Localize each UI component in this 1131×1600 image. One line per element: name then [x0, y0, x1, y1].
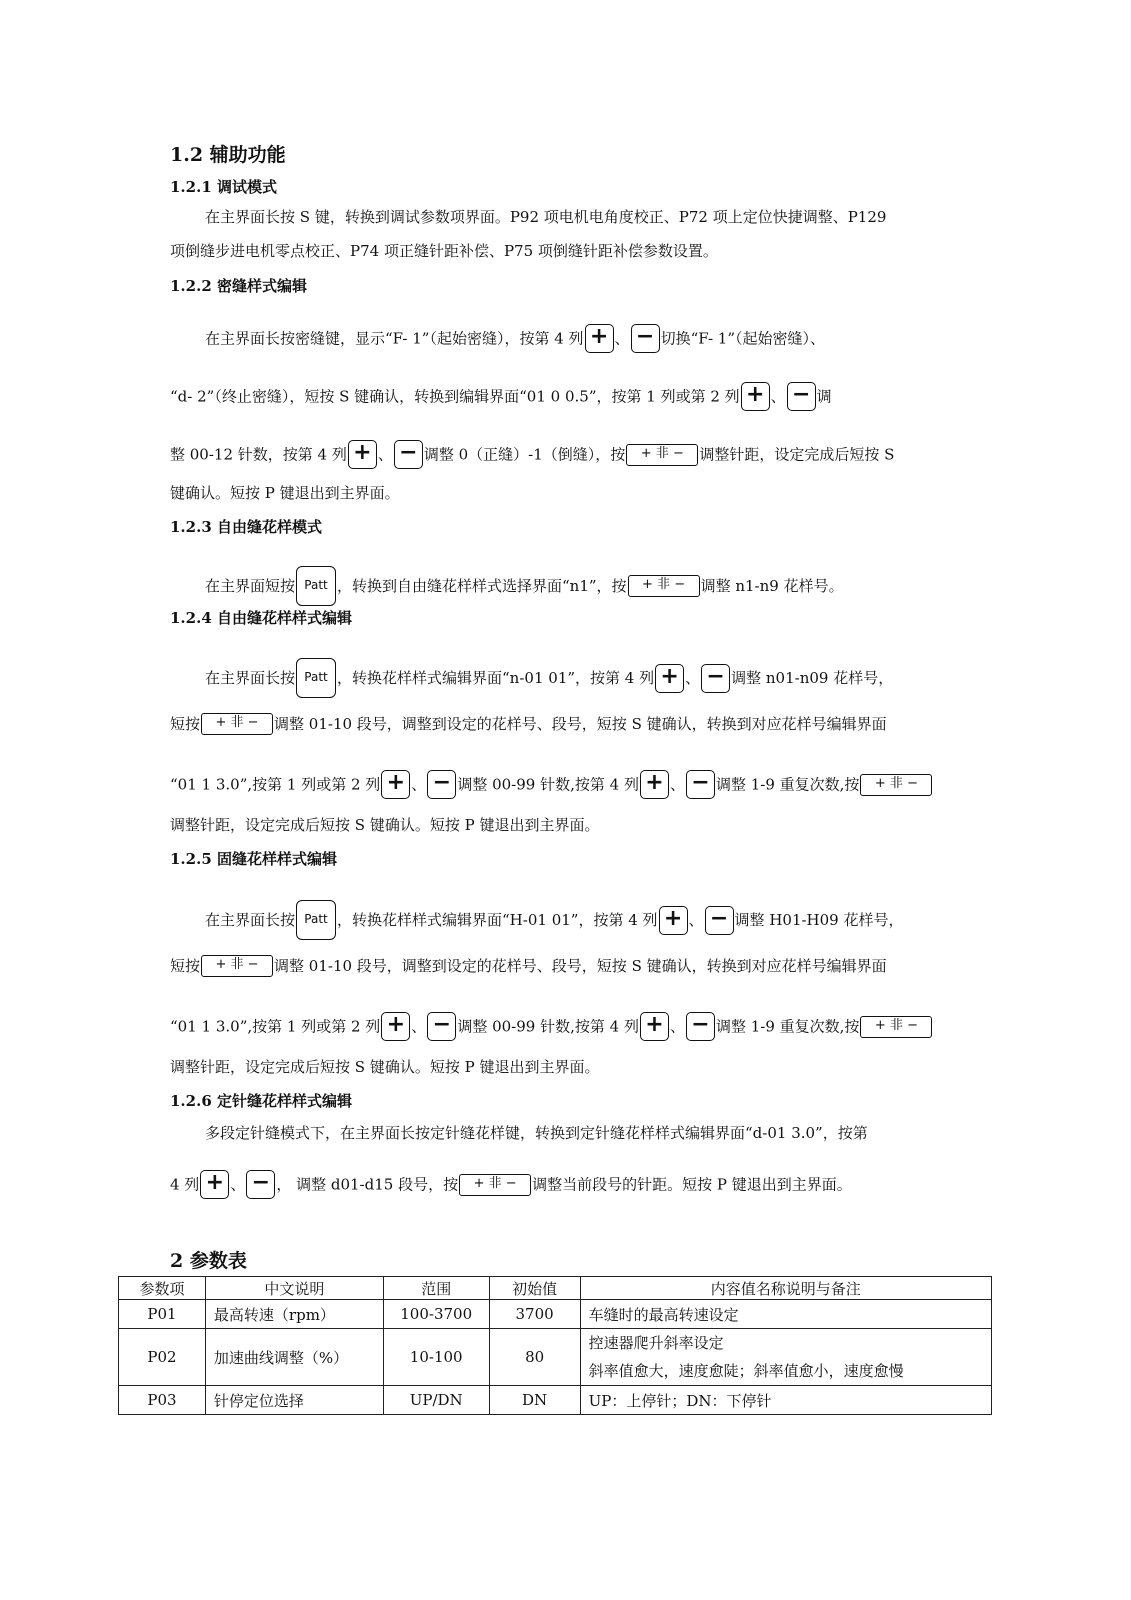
param-note: 车缝时的最高转速设定 — [580, 1300, 991, 1329]
text-segment: 在主界面长按密缝键，显示“F- 1”（起始密缝），按第 4 列 — [205, 329, 584, 348]
paragraph-line: 多段定针缝模式下，在主界面长按定针缝花样键，转换到定针缝花样样式编辑界面“d-01 3.0”，按第 — [205, 1124, 868, 1142]
text-segment: ，转换到自由缝花样样式选择界面“n1”，按 — [337, 577, 627, 595]
paragraph-line — [170, 1170, 960, 1199]
adjust-key-icon: + 非 − — [201, 713, 273, 735]
text-segment: ，转换花样样式编辑界面“H-01 01”，按第 4 列 — [337, 911, 658, 929]
text-segment: 调整当前段号的针距。短按 P 键退出到主界面。 — [532, 1175, 852, 1194]
adjust-key-icon: + 非 − — [626, 444, 698, 466]
minus-key-icon: − — [686, 770, 715, 799]
minus-key-icon: − — [394, 440, 423, 469]
separator: 、 — [411, 1017, 427, 1036]
patt-key-icon: Patt — [296, 900, 336, 940]
param-range: 100-3700 — [383, 1300, 489, 1329]
subsection-heading: 1.2.5 固缝花样样式编辑 — [170, 850, 337, 868]
separator: 、 — [377, 445, 393, 464]
paragraph-line — [205, 566, 995, 606]
param-id: P02 — [119, 1329, 206, 1386]
param-init: 80 — [489, 1329, 580, 1386]
text-segment: 调整 00-99 针数,按第 4 列 — [457, 775, 639, 794]
table-row — [119, 1300, 992, 1329]
paragraph-line — [170, 770, 960, 799]
param-desc: 针停定位选择 — [205, 1386, 383, 1415]
plus-key-icon: + — [640, 770, 669, 799]
param-note: UP：上停针；DN：下停针 — [580, 1386, 991, 1415]
separator: 、 — [614, 329, 630, 348]
text-segment: 调整 n01-n09 花样号， — [731, 669, 894, 687]
table-header-cell: 范围 — [383, 1277, 489, 1300]
paragraph-line: 在主界面长按 S 键，转换到调试参数项界面。P92 项电机电角度校正、P72 项上定位快捷调整、P129 — [205, 208, 887, 226]
paragraph-line — [170, 382, 960, 411]
text-segment: “d- 2”（终止密缝），短按 S 键确认，转换到编辑界面“01 0 0.5”，按第 1 列或第 2 列 — [170, 387, 740, 406]
table-header-cell: 中文说明 — [205, 1277, 383, 1300]
text-segment: 调整 H01-H09 花样号， — [734, 911, 904, 929]
param-note: 控速器爬升斜率设定 — [588, 1334, 724, 1352]
separator: 、 — [669, 1017, 685, 1036]
text-segment: 在主界面长按 — [205, 669, 296, 687]
adjust-key-icon: + 非 − — [628, 575, 700, 597]
param-init: 3700 — [489, 1300, 580, 1329]
text-segment: 切换“F- 1”（起始密缝）、 — [660, 329, 826, 348]
param-init: DN — [489, 1386, 580, 1415]
param-desc: 加速曲线调整（%） — [205, 1329, 383, 1386]
separator: 、 — [688, 911, 704, 929]
separator: 、 — [669, 775, 685, 794]
plus-key-icon: + — [640, 1012, 669, 1041]
paragraph-line: 调整针距，设定完成后短按 S 键确认。短按 P 键退出到主界面。 — [170, 816, 600, 834]
paragraph-line: 键确认。短按 P 键退出到主界面。 — [170, 484, 400, 502]
section-heading: 2 参数表 — [170, 1250, 247, 1272]
subsection-heading: 1.2.6 定针缝花样样式编辑 — [170, 1092, 352, 1110]
table-header-cell: 参数项 — [119, 1277, 206, 1300]
text-segment: 调整 01-10 段号，调整到设定的花样号、段号，短按 S 键确认，转换到对应花样号编辑界面 — [274, 715, 887, 733]
text-segment: 调整 n1-n9 花样号。 — [700, 577, 844, 595]
adjust-key-icon: + 非 − — [860, 1016, 932, 1038]
text-segment: “01 1 3.0”,按第 1 列或第 2 列 — [170, 775, 381, 794]
plus-key-icon: + — [585, 324, 614, 353]
text-segment: 调整 0（正缝）-1（倒缝），按 — [423, 445, 626, 464]
paragraph-line — [205, 658, 995, 698]
minus-key-icon: − — [787, 382, 816, 411]
plus-key-icon: + — [741, 382, 770, 411]
plus-key-icon: + — [200, 1170, 229, 1199]
plus-key-icon: + — [659, 906, 688, 935]
subsection-heading: 1.2.1 调试模式 — [170, 178, 277, 196]
text-segment: 调整 1-9 重复次数,按 — [715, 775, 860, 794]
text-segment: 整 00-12 针数，按第 4 列 — [170, 445, 347, 464]
param-note-cell — [580, 1329, 991, 1386]
separator: 、 — [770, 387, 786, 406]
separator: 、 — [411, 775, 427, 794]
parameter-table — [118, 1276, 992, 1415]
patt-key-icon: Patt — [296, 658, 336, 698]
minus-key-icon: − — [686, 1012, 715, 1041]
paragraph-line — [170, 712, 960, 735]
minus-key-icon: − — [246, 1170, 275, 1199]
text-segment: 短按 — [170, 715, 201, 733]
param-note: 斜率值愈大，速度愈陡；斜率值愈小，速度愈慢 — [588, 1362, 904, 1380]
text-segment: 在主界面长按 — [205, 911, 296, 929]
text-segment: ， 调整 d01-d15 段号，按 — [276, 1175, 459, 1194]
separator: 、 — [685, 669, 701, 687]
adjust-key-icon: + 非 − — [860, 774, 932, 796]
plus-key-icon: + — [655, 664, 684, 693]
subsection-heading: 1.2.2 密缝样式编辑 — [170, 277, 307, 295]
adjust-key-icon: + 非 − — [459, 1174, 531, 1196]
section-heading: 1.2 辅助功能 — [170, 144, 286, 166]
text-segment: 在主界面短按 — [205, 577, 296, 595]
param-range: UP/DN — [383, 1386, 489, 1415]
text-segment: 调整 01-10 段号，调整到设定的花样号、段号，短按 S 键确认，转换到对应花样号编辑界面 — [274, 957, 887, 975]
separator: 、 — [230, 1175, 246, 1194]
subsection-heading: 1.2.4 自由缝花样样式编辑 — [170, 609, 352, 627]
paragraph-line: 调整针距，设定完成后短按 S 键确认。短按 P 键退出到主界面。 — [170, 1058, 600, 1076]
table-row — [119, 1329, 992, 1386]
param-range: 10-100 — [383, 1329, 489, 1386]
minus-key-icon: − — [427, 770, 456, 799]
table-row — [119, 1386, 992, 1415]
text-segment: 调整针距，设定完成后短按 S — [699, 445, 895, 464]
text-segment: 短按 — [170, 957, 201, 975]
param-id: P01 — [119, 1300, 206, 1329]
param-id: P03 — [119, 1386, 206, 1415]
patt-key-icon: Patt — [296, 566, 336, 606]
paragraph-line: 项倒缝步进电机零点校正、P74 项正缝针距补偿、P75 项倒缝针距补偿参数设置。 — [170, 242, 718, 260]
plus-key-icon: + — [381, 770, 410, 799]
adjust-key-icon: + 非 − — [201, 955, 273, 977]
plus-key-icon: + — [348, 440, 377, 469]
table-header-cell: 内容值名称说明与备注 — [580, 1277, 991, 1300]
minus-key-icon: − — [631, 324, 660, 353]
minus-key-icon: − — [427, 1012, 456, 1041]
paragraph-line — [170, 954, 960, 977]
paragraph-line — [205, 900, 995, 940]
text-segment: 4 列 — [170, 1175, 200, 1194]
table-header-row — [119, 1277, 992, 1300]
text-segment: ，转换花样样式编辑界面“n-01 01”，按第 4 列 — [337, 669, 655, 687]
text-segment: 调整 1-9 重复次数,按 — [715, 1017, 860, 1036]
paragraph-line — [170, 440, 960, 469]
text-segment: “01 1 3.0”,按第 1 列或第 2 列 — [170, 1017, 381, 1036]
paragraph-line — [205, 324, 995, 353]
subsection-heading: 1.2.3 自由缝花样模式 — [170, 518, 322, 536]
param-desc: 最高转速（rpm） — [205, 1300, 383, 1329]
minus-key-icon: − — [701, 664, 730, 693]
text-segment: 调 — [816, 387, 832, 406]
paragraph-line — [170, 1012, 960, 1041]
text-segment: 调整 00-99 针数,按第 4 列 — [457, 1017, 639, 1036]
plus-key-icon: + — [381, 1012, 410, 1041]
table-header-cell: 初始值 — [489, 1277, 580, 1300]
minus-key-icon: − — [705, 906, 734, 935]
